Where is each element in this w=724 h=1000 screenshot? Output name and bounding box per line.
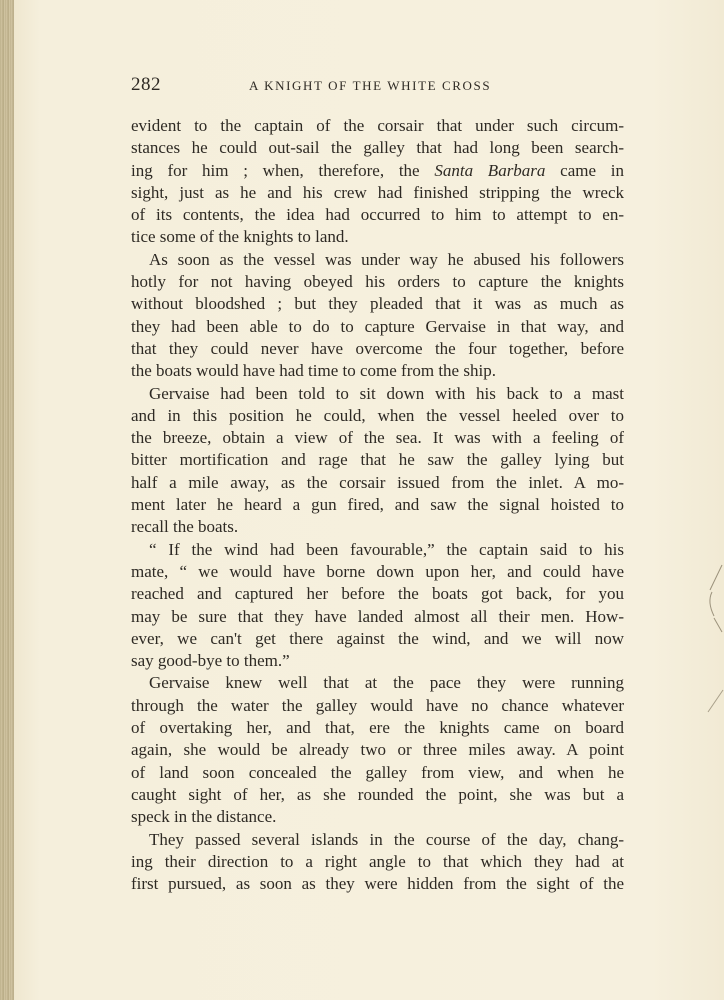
text-line: caught sight of her, as she rounded the point, she was but a (131, 784, 624, 804)
text-line: they had been able to do to capture Gervaise in that way, and (131, 316, 624, 336)
text-line: As soon as the vessel was under way he abused his followers (149, 249, 624, 269)
text-line: ing for him ; when, therefore, the Santa Barbara came in (131, 160, 624, 180)
text-line: the boats would have had time to come from the ship. (131, 361, 496, 381)
text-line: sight, just as he and his crew had finished stripping the wreck (131, 182, 624, 202)
text-line: ever, we can't get there against the wind, and we will now (131, 628, 624, 648)
text-line: of its contents, the idea had occurred to him to attempt to en- (131, 205, 624, 225)
text-line: first pursued, as soon as they were hidden from the sight of the (131, 874, 624, 894)
text-line: ing their direction to a right angle to that which they had at (131, 851, 624, 871)
text-line: the breeze, obtain a view of the sea. It was with a feeling of (131, 428, 624, 448)
text-line: recall the boats. (131, 517, 239, 537)
text-line: mate, “ we would have borne down upon her, and could have (131, 561, 624, 581)
text-line: half a mile away, as the corsair issued from the inlet. A mo- (131, 472, 624, 492)
page-number: 282 (131, 74, 161, 95)
running-head: A KNIGHT OF THE WHITE CROSS (249, 78, 492, 93)
text-line: without bloodshed ; but they pleaded that it was as much as (131, 294, 624, 314)
body-text (131, 115, 624, 895)
text-line: reached and captured her before the boats got back, for you (131, 584, 624, 604)
text-line: say good-bye to them.” (131, 651, 290, 671)
text-line: speck in the distance. (131, 807, 277, 827)
text-line: Gervaise knew well that at the pace they were running (149, 673, 624, 693)
text-line: tice some of the knights to land. (131, 227, 349, 247)
text-line: of land soon concealed the galley from view, and when he (131, 762, 624, 782)
text-line: and in this position he could, when the vessel heeled over to (131, 405, 624, 425)
text-line: through the water the galley would have no chance whatever (131, 695, 624, 715)
text-line: stances he could out-sail the galley that had long been search- (131, 138, 624, 158)
text-line: that they could never have overcome the four together, before (131, 338, 624, 358)
page-header (131, 74, 624, 98)
text-line: Gervaise had been told to sit down with his back to a mast (149, 383, 624, 403)
text-line: of overtaking her, and that, ere the knights came on board (131, 718, 624, 738)
page-binding-edge (0, 0, 14, 1000)
text-line: may be sure that they have landed almost all their men. How- (131, 606, 624, 626)
text-line: bitter mortification and rage that he saw the galley lying but (131, 450, 624, 470)
text-line: hotly for not having obeyed his orders to capture the knights (131, 272, 624, 292)
text-line: ment later he heard a gun fired, and saw the signal hoisted to (131, 495, 624, 515)
text-line: “ If the wind had been favourable,” the captain said to his (149, 539, 624, 559)
text-line: again, she would be already two or three miles away. A point (131, 740, 624, 760)
margin-pencil-marks (702, 560, 724, 720)
text-line: evident to the captain of the corsair that under such circum- (131, 116, 624, 135)
text-line: They passed several islands in the course of the day, chang- (149, 829, 624, 849)
